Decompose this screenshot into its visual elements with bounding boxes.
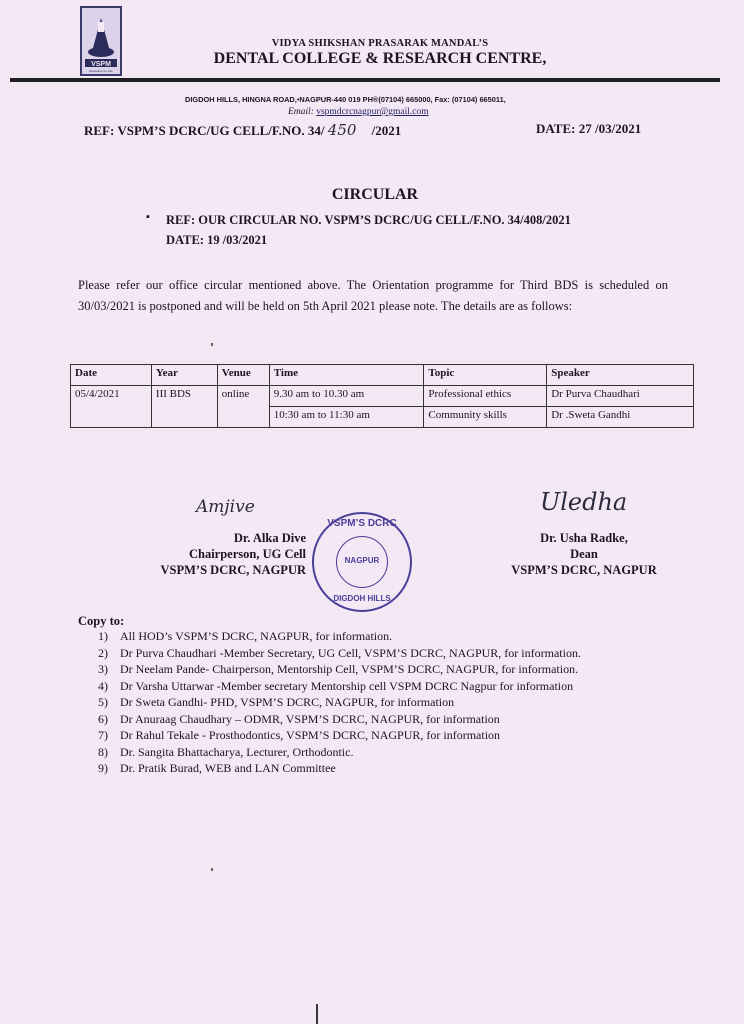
list-item [98, 663, 638, 677]
list-item-text: Dr Varsha Uttarwar -Member secretary Mentorship cell VSPM DCRC Nagpur for information [120, 678, 574, 693]
stamp-top-text: VSPM’S DCRC [327, 518, 397, 529]
list-item-number: 2) [98, 645, 108, 660]
ref-prefix: REF: VSPM’S DCRC/UG CELL/F.NO. 34/ [84, 123, 325, 138]
list-item-number: 1) [98, 629, 108, 643]
header-rule [10, 78, 720, 82]
right-signature: Uledha [540, 488, 628, 516]
cell-time: 10:30 am to 11:30 am [269, 407, 424, 428]
left-signatory-name: Dr. Alka Dive [233, 531, 306, 545]
list-item-text: All HOD’s VSPM’S DCRC, NAGPUR, for information. [120, 629, 393, 643]
cell-date: 05/4/2021 [71, 386, 152, 428]
list-item-text: Dr Sweta Gandhi- PHD, VSPM’S DCRC, NAGPUR, for information [120, 695, 455, 709]
reference-number [84, 121, 401, 139]
left-signature: Amjive [196, 497, 255, 517]
reference-date: DATE: 27 /03/2021 [536, 121, 642, 136]
list-item-text: Dr Neelam Pande- Chairperson, Mentorship Cell, VSPM’S DCRC, NAGPUR, for information. [120, 662, 579, 676]
college-logo [80, 6, 122, 76]
cell-speaker: Dr Purva Chaudhari [547, 386, 694, 407]
list-item [98, 746, 638, 760]
table-header-row [71, 365, 694, 386]
svg-text:Education for Life: Education for Life [89, 69, 113, 73]
scan-edge-mark [316, 1004, 318, 1024]
bullet-icon: ▪ [146, 211, 150, 223]
list-item-text: Dr Purva Chaudhari -Member Secretary, UG Cell, VSPM’S DCRC, NAGPUR, for information. [120, 645, 581, 660]
right-signatory-org: VSPM’S DCRC, NAGPUR [511, 563, 657, 577]
svg-text:VSPM: VSPM [91, 61, 111, 68]
right-signatory-name: Dr. Usha Radke, [540, 531, 628, 545]
list-item-text: Dr. Sangita Bhattacharya, Lecturer, Orthodontic. [120, 744, 354, 759]
right-signatory [494, 530, 674, 578]
list-item-text: Dr Rahul Tekale - Prosthodontics, VSPM’S DCRC, NAGPUR, for information [120, 728, 501, 742]
stamp-bottom-text: DIGDOH HILLS [333, 594, 391, 603]
cell-time: 9.30 am to 10.30 am [269, 386, 424, 407]
copy-to-list [98, 630, 638, 779]
list-item [98, 696, 638, 710]
cell-speaker: Dr .Sweta Gandhi [547, 407, 694, 428]
list-item-number: 3) [98, 662, 108, 676]
college-name: DENTAL COLLEGE & RESEARCH CENTRE, [213, 50, 547, 67]
college-stamp [312, 512, 412, 612]
column-header: Time [269, 365, 424, 386]
email-link[interactable]: vspmdcrcnagpur@gmail.com [316, 107, 429, 117]
column-header: Year [151, 365, 217, 386]
list-item [98, 762, 638, 776]
email-line [288, 107, 429, 117]
stamp-middle-text: NAGPUR [344, 556, 380, 565]
column-header: Speaker [547, 365, 694, 386]
college-address: DIGDOH HILLS, HINGNA ROAD,•NAGPUR-440 019 PH®(07104) 665000, Fax: (07104) 665011, [185, 95, 506, 104]
copy-to-heading: Copy to: [78, 614, 125, 628]
list-item [98, 713, 638, 727]
cell-year: III BDS [151, 386, 217, 428]
list-item [98, 630, 638, 644]
left-signatory [116, 530, 306, 578]
college-logo-emblem [82, 8, 120, 74]
cell-topic: Community skills [424, 407, 547, 428]
right-signatory-title: Dean [570, 547, 598, 561]
previous-circular-date: DATE: 19 /03/2021 [166, 233, 268, 247]
speck [211, 343, 213, 346]
cell-venue: online [217, 386, 269, 428]
list-item-number: 6) [98, 711, 108, 726]
page-title: CIRCULAR [331, 186, 419, 203]
list-item-number: 5) [98, 695, 108, 709]
list-item-number: 9) [98, 761, 108, 775]
left-signatory-title: Chairperson, UG Cell [188, 547, 306, 561]
left-signatory-org: VSPM’S DCRC, NAGPUR [160, 563, 306, 577]
column-header: Venue [217, 365, 269, 386]
ref-handwritten-number: 450 [327, 121, 357, 139]
society-name: VIDYA SHIKSHAN PRASARAK MANDAL’S [271, 38, 489, 49]
list-item-text: Dr Anuraag Chaudhary – ODMR, VSPM’S DCRC, NAGPUR, for information [120, 711, 500, 726]
list-item-number: 8) [98, 744, 108, 759]
list-item-text: Dr. Pratik Burad, WEB and LAN Committee [120, 761, 336, 775]
list-item [98, 680, 638, 694]
speck [211, 868, 213, 871]
column-header: Topic [424, 365, 547, 386]
list-item [98, 647, 638, 661]
previous-circular-ref: REF: OUR CIRCULAR NO. VSPM’S DCRC/UG CELL/F.NO. 34/408/2021 [166, 213, 571, 227]
body-paragraph: Please refer our office circular mentioned above. The Orientation programme for Third BDS is scheduled on 30/03/2021 is postponed and will be held on 5th April 2021 please note. The details are as follows: [78, 278, 668, 313]
list-item [98, 729, 638, 743]
column-header: Date [71, 365, 152, 386]
list-item-number: 7) [98, 728, 108, 742]
list-item-number: 4) [98, 678, 108, 693]
schedule-table [70, 364, 694, 428]
table-row [71, 386, 694, 407]
cell-topic: Professional ethics [424, 386, 547, 407]
email-label: Email: [288, 107, 314, 117]
ref-suffix: /2021 [371, 123, 402, 138]
